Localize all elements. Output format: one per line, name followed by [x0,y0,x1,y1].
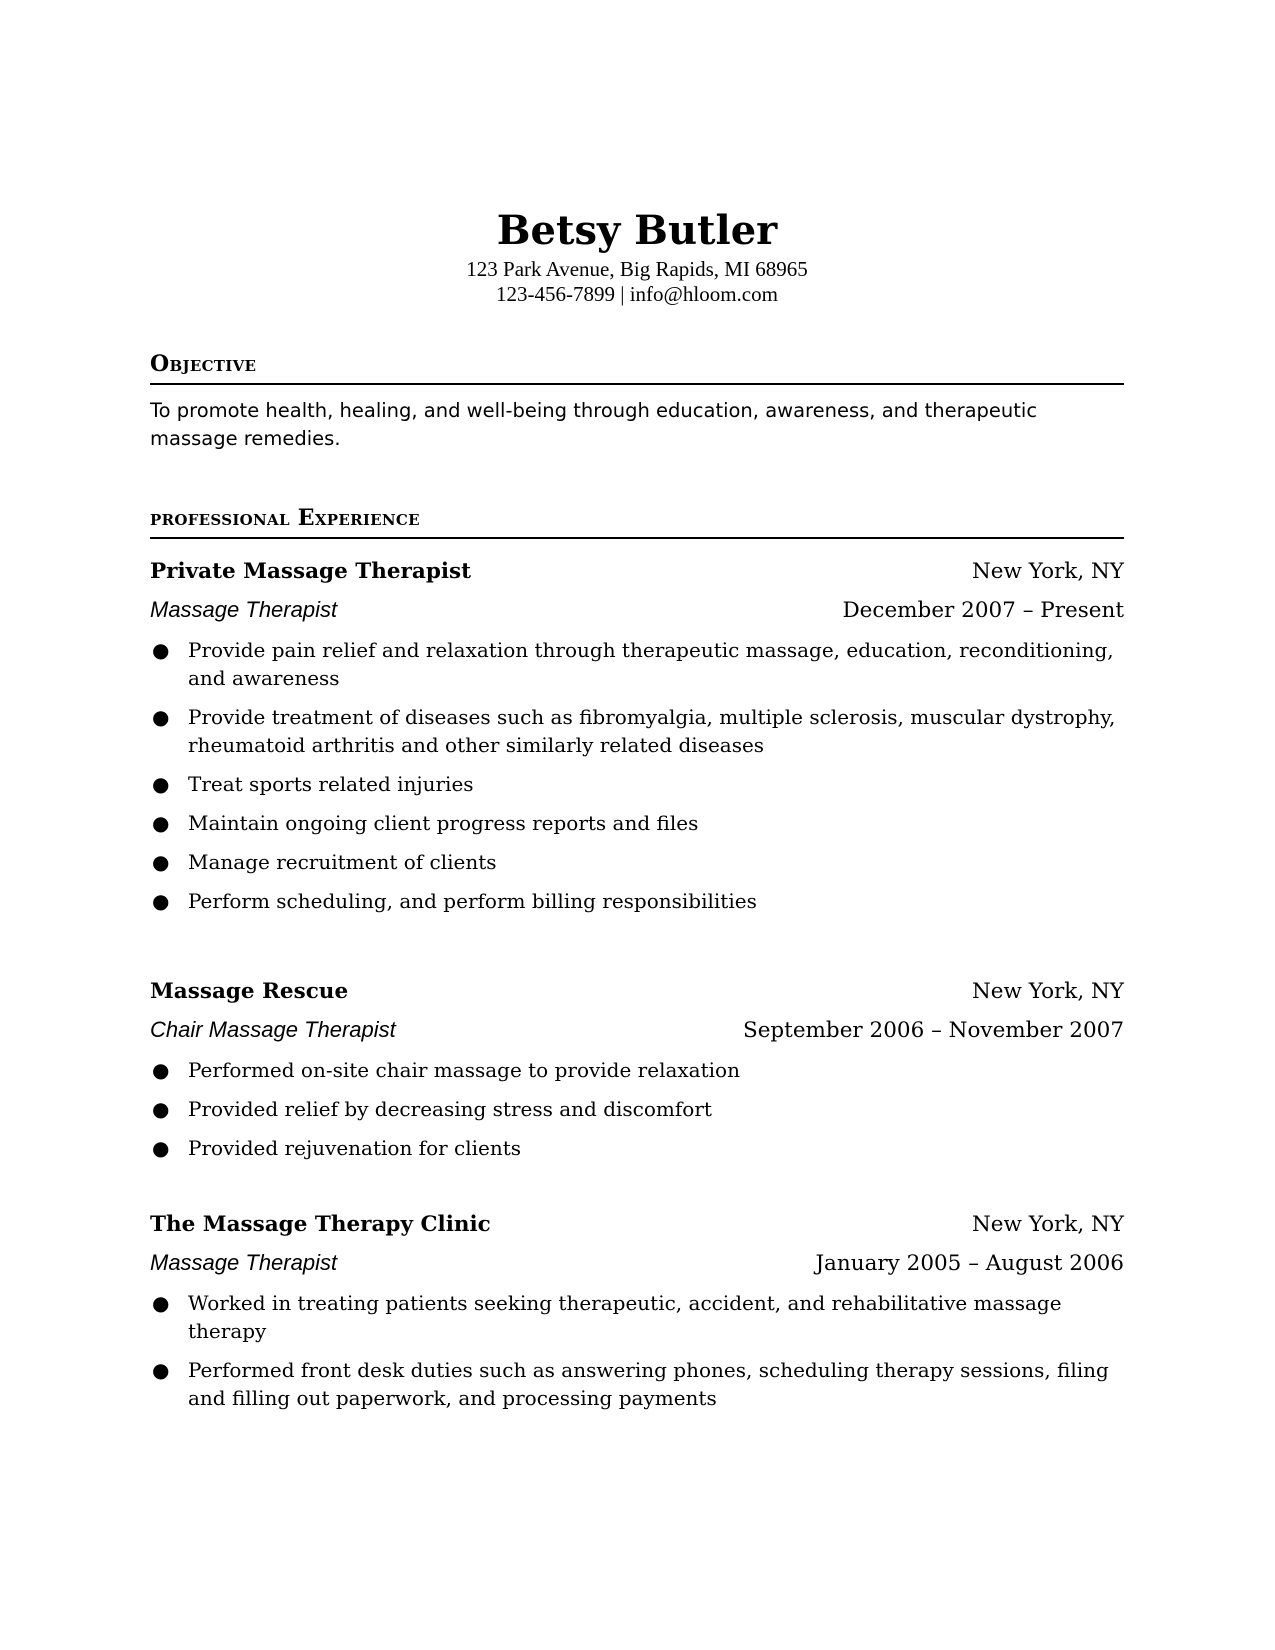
bullet-text: Provided rejuvenation for clients [188,1136,522,1160]
job-bullets [150,1289,1124,1412]
list-item [150,809,1124,837]
company-name: Massage Rescue [150,979,349,1004]
bullet-icon: ● [152,638,170,662]
bullet-icon: ● [152,850,170,874]
candidate-name: Betsy Butler [496,207,778,254]
resume-page [150,205,1124,1423]
bullet-text: Provided relief by decreasing stress and discomfort [188,1097,712,1121]
bullet-text: Performed on-site chair massage to provide relaxation [188,1058,740,1082]
bullet-icon: ● [152,1058,170,1082]
job-role-row [150,1011,1124,1050]
bullet-icon: ● [152,889,170,913]
bullet-text: Perform scheduling, and perform billing responsibilities [188,889,757,913]
experience-heading: professional Experience [150,505,1124,539]
job-location: New York, NY [971,1212,1124,1237]
job-role: Massage Therapist [150,1250,338,1275]
bullet-icon: ● [152,1291,170,1315]
job-location: New York, NY [971,979,1124,1004]
job-entry [150,973,1124,1162]
bullet-text: Provide treatment of diseases such as fibromyalgia, multiple sclerosis, muscular dystrophy, rheumatoid arthritis and other similarly related diseases [188,705,1116,757]
bullet-icon: ● [152,1136,170,1160]
list-item [150,848,1124,876]
bullet-text: Manage recruitment of clients [188,850,497,874]
list-item [150,636,1124,692]
company-name: Private Massage Therapist [150,559,472,584]
job-role-row [150,1244,1124,1283]
bullet-icon: ● [152,1097,170,1121]
list-item [150,1356,1124,1412]
bullet-icon: ● [152,705,170,729]
resume-header [150,205,1124,307]
job-location: New York, NY [971,559,1124,584]
address: 123 Park Avenue, Big Rapids, MI 68965 [466,257,808,281]
objective-heading: Objective [150,351,1124,385]
list-item [150,1289,1124,1345]
job-role: Chair Massage Therapist [150,1017,396,1042]
job-role-row [150,591,1124,630]
job-header-row [150,973,1124,1011]
list-item [150,1134,1124,1162]
bullet-icon: ● [152,1358,170,1382]
company-name: The Massage Therapy Clinic [150,1212,491,1237]
job-entry [150,553,1124,915]
bullet-icon: ● [152,811,170,835]
list-item [150,770,1124,798]
contact-info [150,257,1124,307]
job-dates: September 2006 – November 2007 [742,1018,1124,1043]
job-bullets [150,636,1124,915]
job-entry [150,1206,1124,1412]
bullet-text: Maintain ongoing client progress reports and files [188,811,699,835]
list-item [150,703,1124,759]
bullet-icon: ● [152,772,170,796]
list-item [150,1056,1124,1084]
job-bullets [150,1056,1124,1162]
phone-email: 123-456-7899 | info@hloom.com [496,282,778,306]
bullet-text: Provide pain relief and relaxation through therapeutic massage, education, reconditioning, and awareness [188,638,1114,690]
job-header-row [150,1206,1124,1244]
objective-text: To promote health, healing, and well-being through education, awareness, and therapeutic massage remedies. [150,399,1038,450]
list-item [150,1095,1124,1123]
bullet-text: Performed front desk duties such as answering phones, scheduling therapy sessions, filing and filling out paperwork, and processing payments [188,1358,1109,1410]
bullet-text: Worked in treating patients seeking therapeutic, accident, and rehabilitative massage therapy [188,1291,1062,1343]
job-header-row [150,553,1124,591]
list-item [150,887,1124,915]
job-dates: January 2005 – August 2006 [815,1251,1124,1276]
job-dates: December 2007 – Present [842,598,1124,623]
job-role: Massage Therapist [150,597,338,622]
bullet-text: Treat sports related injuries [188,772,474,796]
